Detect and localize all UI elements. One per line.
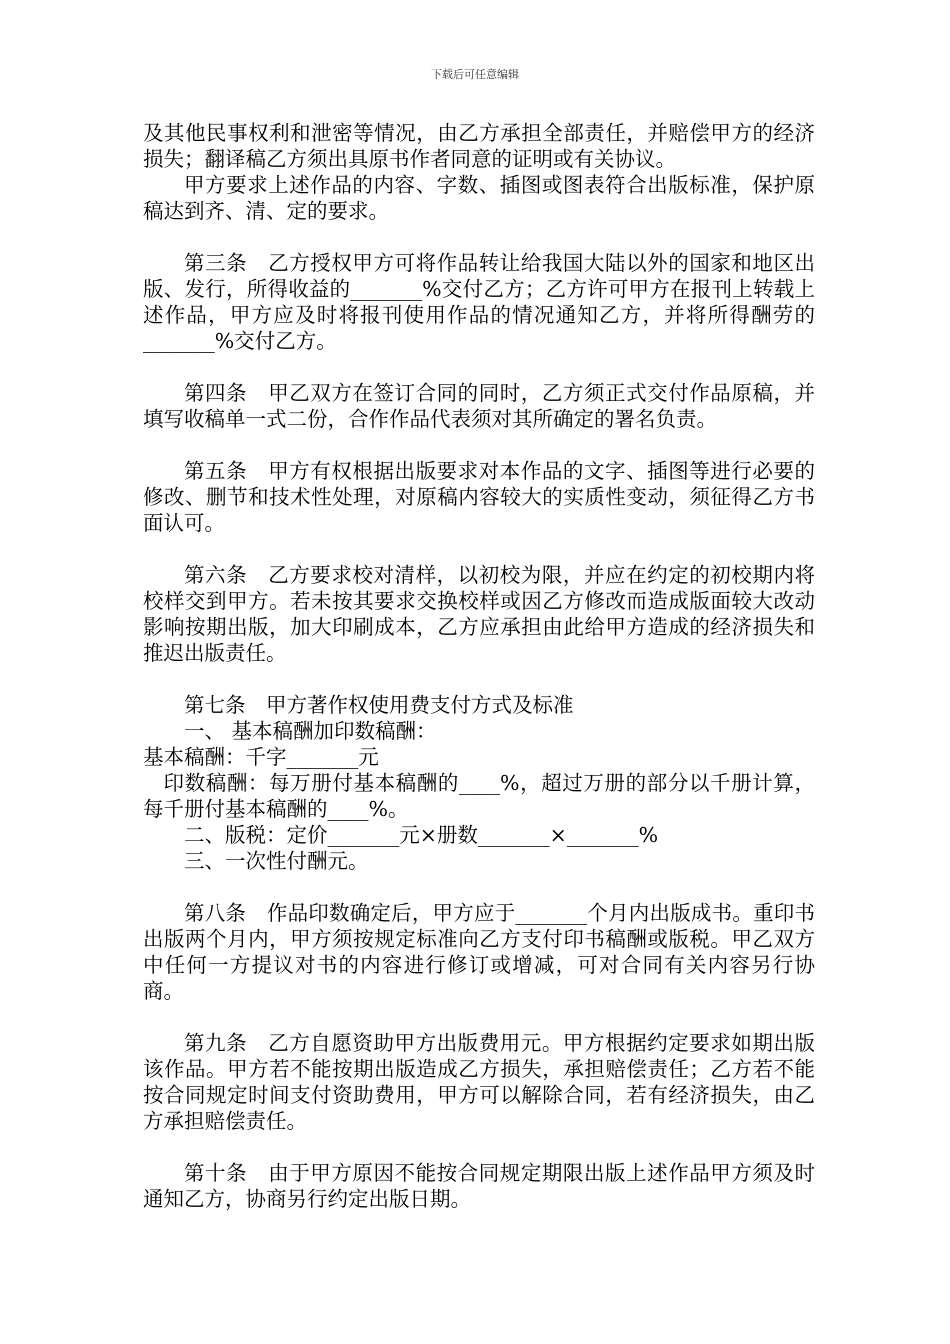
article-5: 第五条 甲方有权根据出版要求对本作品的文字、插图等进行必要的修改、删节和技术性处理，对原稿内容较大的实质性变动，须征得乙方书面认可。 — [143, 459, 815, 535]
article-10: 第十条 由于甲方原因不能按合同规定期限出版上述作品甲方须及时通知乙方，协商另行约定出版日期。 — [143, 1161, 815, 1211]
article-4: 第四条 甲乙双方在签订合同的同时，乙方须正式交付作品原稿，并填写收稿单一式二份，合作作品代表须对其所确定的署名负责。 — [143, 381, 815, 431]
article-8: 第八条 作品印数确定后，甲方应于_______个月内出版成书。重印书出版两个月内，甲方须按规定标准向乙方支付印书稿酬或版税。甲乙双方中任何一方提议对书的内容进行修订或增减，可对合同有关内容另行协商。 — [143, 901, 815, 1003]
article-6: 第六条 乙方要求校对清样，以初校为限，并应在约定的初校期内将校样交到甲方。若未按其要求交换校样或因乙方修改而造成版面较大改动影响按期出版，加大印刷成本，乙方应承担由此给甲方造成的经济损失和推迟出版责任。 — [143, 563, 815, 665]
article-7-item-3: 三、一次性付酬元。 — [184, 849, 369, 873]
article-7-print-fee: 印数稿酬：每万册付基本稿酬的____%，超过万册的部分以千册计算，每千册付基本稿酬的____%。 — [143, 771, 815, 821]
article-7-item-2: 二、版税：定价_______元×册数_______×_______% — [184, 823, 659, 847]
article-3: 第三条 乙方授权甲方可将作品转让给我国大陆以外的国家和地区出版、发行，所得收益的_______%交付乙方；乙方许可甲方在报刊上转载上述作品，甲方应及时将报刊使用作品的情况通知乙方，并将所得酬劳的_______%交付乙方。 — [143, 251, 815, 353]
paragraph-continued: 及其他民事权利和泄密等情况，由乙方承担全部责任，并赔偿甲方的经济损失；翻译稿乙方须出具原书作者同意的证明或有关协议。 — [143, 121, 815, 171]
article-7-item-1: 一、 基本稿酬加印数稿酬： — [184, 719, 437, 743]
article-7-title: 第七条 甲方著作权使用费支付方式及标准 — [184, 693, 574, 717]
article-7-basic-fee: 基本稿酬：千字_______元 — [143, 745, 379, 769]
article-9: 第九条 乙方自愿资助甲方出版费用元。甲方根据约定要求如期出版该作品。甲方若不能按期出版造成乙方损失，承担赔偿责任；乙方若不能按合同规定时间支付资助费用，甲方可以解除合同，若有经济损失，由乙方承担赔偿责任。 — [143, 1031, 815, 1133]
paragraph-manuscript-standard: 甲方要求上述作品的内容、字数、插图或图表符合出版标准，保护原稿达到齐、清、定的要求。 — [143, 173, 815, 223]
document-body — [143, 120, 815, 1212]
page-header: 下载后可任意编辑 — [431, 68, 519, 81]
